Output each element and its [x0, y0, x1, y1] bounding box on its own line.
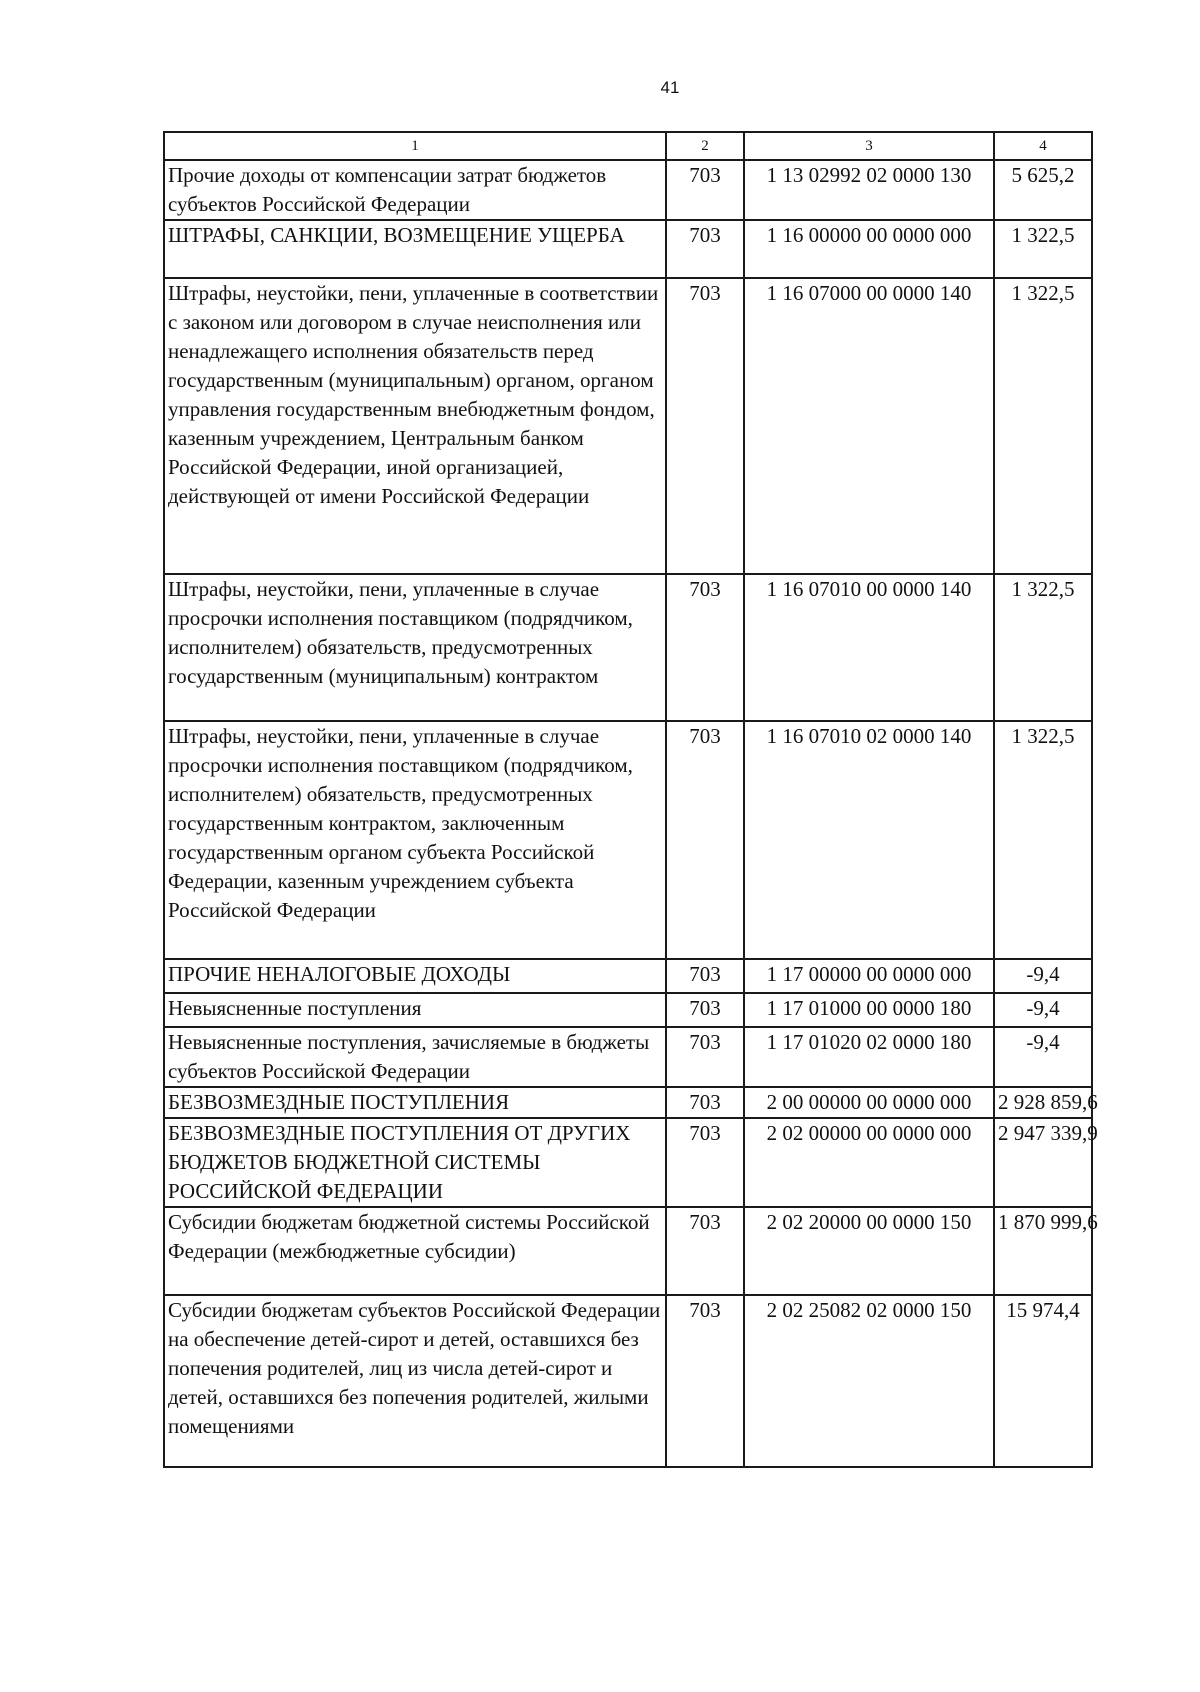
table-row	[164, 959, 1092, 993]
revenue-name: Невыясненные поступления	[164, 993, 666, 1027]
budget-classification-code: 1 16 07010 00 0000 140	[744, 574, 994, 721]
revenue-table	[163, 131, 1098, 1468]
budget-classification-code: 2 02 20000 00 0000 150	[744, 1207, 994, 1295]
table-header-row	[164, 132, 1092, 160]
amount: -9,4	[994, 959, 1092, 993]
amount: 5 625,2	[994, 160, 1092, 220]
table-row	[164, 1027, 1092, 1087]
budget-classification-code: 1 17 01000 00 0000 180	[744, 993, 994, 1027]
column-number-header: 2	[666, 132, 744, 160]
administrator-code: 703	[666, 1087, 744, 1118]
budget-classification-code: 1 17 01020 02 0000 180	[744, 1027, 994, 1087]
table-row	[164, 993, 1092, 1027]
administrator-code: 703	[666, 721, 744, 959]
table-row	[164, 160, 1092, 220]
amount: 1 322,5	[994, 721, 1092, 959]
table-row	[164, 1087, 1092, 1118]
column-number-header: 3	[744, 132, 994, 160]
amount: 1 322,5	[994, 220, 1092, 278]
budget-classification-code: 2 00 00000 00 0000 000	[744, 1087, 994, 1118]
revenue-name: Прочие доходы от компенсации затрат бюджетов субъектов Российской Федерации	[164, 160, 666, 220]
revenue-name: Субсидии бюджетам бюджетной системы Российской Федерации (межбюджетные субсидии)	[164, 1207, 666, 1295]
budget-classification-code: 1 13 02992 02 0000 130	[744, 160, 994, 220]
revenue-name: Штрафы, неустойки, пени, уплаченные в соответствии с законом или договором в случае неисполнения или ненадлежащего исполнения обязательств перед государственным (муниципальным) органом, органом управления государственным внебюджетным фондом, казенным учреждением, Центральным банком Российской Федерации, иной организацией, действующей от имени Российской Федерации	[164, 278, 666, 574]
amount: 1 322,5	[994, 574, 1092, 721]
column-number-header: 4	[994, 132, 1092, 160]
revenue-name: БЕЗВОЗМЕЗДНЫЕ ПОСТУПЛЕНИЯ	[164, 1087, 666, 1118]
revenue-name: ШТРАФЫ, САНКЦИИ, ВОЗМЕЩЕНИЕ УЩЕРБА	[164, 220, 666, 278]
revenue-name: ПРОЧИЕ НЕНАЛОГОВЫЕ ДОХОДЫ	[164, 959, 666, 993]
column-number-header: 1	[164, 132, 666, 160]
amount: -9,4	[994, 1027, 1092, 1087]
amount: 2 947 339,9	[994, 1118, 1092, 1207]
budget-classification-code: 1 16 00000 00 0000 000	[744, 220, 994, 278]
amount: -9,4	[994, 993, 1092, 1027]
budget-classification-code: 1 17 00000 00 0000 000	[744, 959, 994, 993]
revenue-name: Невыясненные поступления, зачисляемые в бюджеты субъектов Российской Федерации	[164, 1027, 666, 1087]
administrator-code: 703	[666, 993, 744, 1027]
table-row	[164, 1207, 1092, 1295]
administrator-code: 703	[666, 1295, 744, 1467]
administrator-code: 703	[666, 1118, 744, 1207]
amount: 1 322,5	[994, 278, 1092, 574]
budget-classification-code: 1 16 07010 02 0000 140	[744, 721, 994, 959]
budget-classification-code: 1 16 07000 00 0000 140	[744, 278, 994, 574]
revenue-name: Штрафы, неустойки, пени, уплаченные в случае просрочки исполнения поставщиком (подрядчиком, исполнителем) обязательств, предусмотренных государственным (муниципальным) контрактом	[164, 574, 666, 721]
administrator-code: 703	[666, 959, 744, 993]
administrator-code: 703	[666, 160, 744, 220]
administrator-code: 703	[666, 278, 744, 574]
table-row	[164, 721, 1092, 959]
administrator-code: 703	[666, 574, 744, 721]
page-number: 41	[660, 78, 680, 97]
revenue-name: БЕЗВОЗМЕЗДНЫЕ ПОСТУПЛЕНИЯ ОТ ДРУГИХ БЮДЖЕТОВ БЮДЖЕТНОЙ СИСТЕМЫ РОССИЙСКОЙ ФЕДЕРАЦИИ	[164, 1118, 666, 1207]
table-row	[164, 574, 1092, 721]
administrator-code: 703	[666, 1027, 744, 1087]
table-row	[164, 220, 1092, 278]
amount: 2 928 859,6	[994, 1087, 1092, 1118]
amount: 15 974,4	[994, 1295, 1092, 1467]
administrator-code: 703	[666, 220, 744, 278]
table-row	[164, 1118, 1092, 1207]
revenue-name: Штрафы, неустойки, пени, уплаченные в случае просрочки исполнения поставщиком (подрядчиком, исполнителем) обязательств, предусмотренных государственным контрактом, заключенным государственным органом субъекта Российской Федерации, казенным учреждением субъекта Российской Федерации	[164, 721, 666, 959]
table-row	[164, 1295, 1092, 1467]
amount: 1 870 999,6	[994, 1207, 1092, 1295]
table-row	[164, 278, 1092, 574]
administrator-code: 703	[666, 1207, 744, 1295]
budget-classification-code: 2 02 00000 00 0000 000	[744, 1118, 994, 1207]
revenue-name: Субсидии бюджетам субъектов Российской Федерации на обеспечение детей-сирот и детей, оставшихся без попечения родителей, лиц из числа детей-сирот и детей, оставшихся без попечения родителей, жилыми помещениями	[164, 1295, 666, 1467]
budget-classification-code: 2 02 25082 02 0000 150	[744, 1295, 994, 1467]
